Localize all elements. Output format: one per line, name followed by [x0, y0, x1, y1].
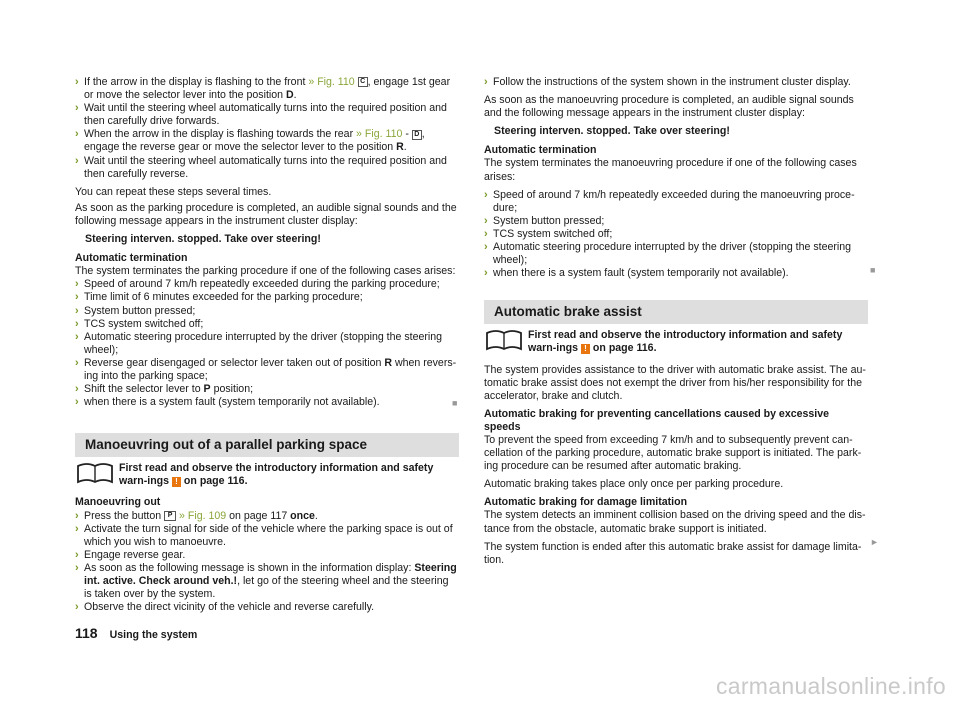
- fig-label-c: C: [358, 77, 368, 87]
- list-item: › As soon as the following message is shown in the information display: Steering int. active. Check around veh.!, let go of the steering wheel and the steering is taken over by the system.: [75, 561, 457, 601]
- list-item: › Speed of around 7 km/h repeatedly exceeded during the manoeuvring proce-dure;: [484, 188, 855, 214]
- paragraph: The system provides assistance to the driver with automatic brake assist. The au-tomatic brake assist does not exempt the driver from his/her responsibility for the accelerator, brake and clutch.: [484, 363, 866, 402]
- list-item: › System button pressed;: [484, 214, 605, 227]
- page-footer: [75, 627, 197, 642]
- list-item: › Reverse gear disengaged or selector lever taken out of position R when revers-ing into the parking space;: [75, 356, 457, 382]
- right-column: [484, 76, 868, 567]
- list-item: › System button pressed;: [75, 304, 196, 317]
- list-item: › Wait until the steering wheel automatically turns into the required position and then carefully drive forwards.: [75, 102, 447, 128]
- list-item: › Press the button P » Fig. 109 on page 117 once.: [75, 509, 318, 522]
- paragraph: You can repeat these steps several times.: [75, 185, 272, 198]
- paragraph: To prevent the speed from exceeding 7 km/h and to subsequently prevent can-cellation of the parking procedure, automatic brake support is initiated. The park-ing procedure can be resumed after automatic braking.: [484, 433, 862, 473]
- list-item: › Observe the direct vicinity of the vehicle and reverse carefully.: [75, 601, 375, 614]
- list-item: › If the arrow in the display is flashing to the front » Fig. 110 C , engage 1st gear or move the selector lever into the position D.: [75, 76, 451, 102]
- book-icon: [75, 462, 115, 484]
- note-box: First read and observe the introductory information and safety warn-ings ! on page 116.: [484, 329, 868, 355]
- subheading: Automatic termination: [484, 144, 597, 157]
- section-heading: Manoeuvring out of a parallel parking space: [75, 433, 459, 457]
- fig-link[interactable]: » Fig. 110: [308, 76, 355, 88]
- list-item: › Automatic steering procedure interrupted by the driver (stopping the steering wheel);: [484, 241, 852, 267]
- warning-icon: !: [581, 344, 590, 354]
- end-mark: ■: [452, 398, 458, 408]
- paragraph: As soon as the parking procedure is completed, an audible signal sounds and the following message appears in the instrument cluster display:: [75, 201, 457, 227]
- list-item: › TCS system switched off;: [484, 227, 613, 240]
- fig-link[interactable]: » Fig. 110: [356, 128, 403, 141]
- list-item: › Shift the selector lever to P position;: [75, 383, 254, 396]
- display-message: Steering interven. stopped. Take over steering!: [494, 125, 730, 138]
- list-item: › TCS system switched off;: [75, 317, 204, 330]
- list-item: › Automatic steering procedure interrupted by the driver (stopping the steering wheel);: [75, 330, 443, 356]
- continue-mark: ►: [870, 537, 879, 547]
- parking-button-icon: P: [164, 511, 176, 521]
- paragraph: The system detects an imminent collision based on the driving speed and the dis-tance from the obstacle, automatic brake support is initiated.: [484, 509, 866, 535]
- list-item: › When the arrow in the display is flashing towards the rear » Fig. 110 - D , engage the reverse gear or move the selector lever to the position R.: [75, 128, 425, 154]
- section-heading: Automatic brake assist: [484, 300, 868, 324]
- subheading: Automatic braking for damage limitation: [484, 496, 688, 509]
- list-item: › when there is a system fault (system temporarily not available).: [484, 267, 789, 280]
- left-column: [75, 76, 459, 614]
- display-message: Steering interven. stopped. Take over steering!: [85, 233, 321, 246]
- bullet-icon: ›: [75, 76, 79, 88]
- list-item: › Speed of around 7 km/h repeatedly exceeded during the parking procedure;: [75, 278, 440, 291]
- list-item: › Follow the instructions of the system shown in the instrument cluster display.: [484, 76, 851, 88]
- chapter-title: Using the system: [109, 629, 198, 641]
- note-box: First read and observe the introductory information and safety warn-ings ! on page 116.: [75, 462, 459, 488]
- warning-icon: !: [172, 477, 181, 487]
- subheading: Automatic termination: [75, 252, 188, 265]
- subheading: Automatic braking for preventing cancellations caused by excessive speeds: [484, 407, 830, 433]
- page-number: 118: [75, 625, 98, 641]
- subheading: Manoeuvring out: [75, 496, 161, 509]
- paragraph: The system function is ended after this automatic brake assist for damage limita-tion.: [484, 540, 862, 566]
- book-icon: [484, 329, 524, 351]
- list-item: › Engage reverse gear.: [75, 548, 186, 561]
- fig-link[interactable]: » Fig. 109: [176, 509, 227, 522]
- list-item: › Activate the turn signal for side of the vehicle where the parking space is out of which you wish to manoeuvre.: [75, 522, 453, 548]
- paragraph: Automatic braking takes place only once per parking procedure.: [484, 478, 784, 491]
- list-item: › Wait until the steering wheel automatically turns into the required position and then carefully reverse.: [75, 154, 447, 180]
- watermark: carmanualsonline.info: [715, 672, 946, 699]
- end-mark: ■: [870, 265, 876, 275]
- list-item: › when there is a system fault (system temporarily not available).: [75, 396, 380, 409]
- paragraph: As soon as the manoeuvring procedure is completed, an audible signal sounds and the following message appears in the instrument cluster display:: [484, 94, 854, 120]
- paragraph: The system terminates the parking procedure if one of the following cases arises:: [75, 265, 456, 278]
- paragraph: The system terminates the manoeuvring procedure if one of the following cases arises:: [484, 157, 857, 183]
- list-item: › Time limit of 6 minutes exceeded for the parking procedure;: [75, 291, 363, 304]
- fig-label-d: D: [412, 130, 422, 140]
